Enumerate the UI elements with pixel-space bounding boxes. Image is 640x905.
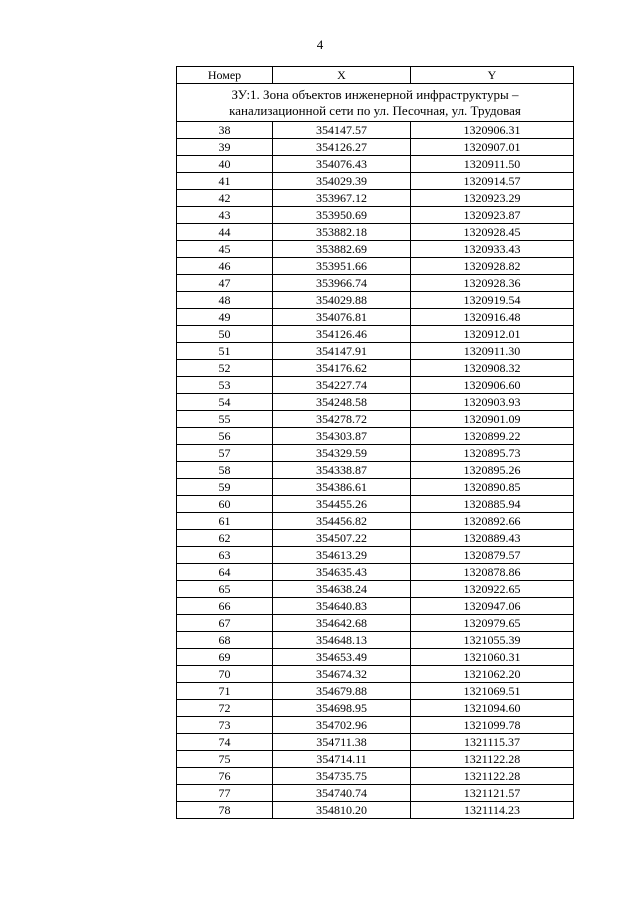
cell-number: 71 xyxy=(177,683,273,700)
table-row xyxy=(177,700,574,717)
cell-y: 1320979.65 xyxy=(411,615,574,632)
table-row xyxy=(177,751,574,768)
table-row xyxy=(177,649,574,666)
cell-x: 354635.43 xyxy=(273,564,411,581)
page-number: 4 xyxy=(316,37,324,52)
table-row xyxy=(177,445,574,462)
cell-number: 76 xyxy=(177,768,273,785)
table-row xyxy=(177,224,574,241)
cell-number: 70 xyxy=(177,666,273,683)
table-row xyxy=(177,173,574,190)
cell-x: 354227.74 xyxy=(273,377,411,394)
cell-x: 354076.43 xyxy=(273,156,411,173)
cell-number: 38 xyxy=(177,122,273,139)
cell-y: 1321114.23 xyxy=(411,802,574,819)
table-row xyxy=(177,683,574,700)
caption-line-2: канализационной сети по ул. Песочная, ул. Трудовая xyxy=(229,102,521,118)
table-row xyxy=(177,547,574,564)
cell-y: 1320892.66 xyxy=(411,513,574,530)
cell-y: 1320928.82 xyxy=(411,258,574,275)
cell-x: 354029.39 xyxy=(273,173,411,190)
cell-number: 42 xyxy=(177,190,273,207)
cell-number: 65 xyxy=(177,581,273,598)
cell-x: 354642.68 xyxy=(273,615,411,632)
cell-y: 1321122.28 xyxy=(411,751,574,768)
header-x: X xyxy=(273,67,411,84)
table-row xyxy=(177,309,574,326)
cell-x: 354698.95 xyxy=(273,700,411,717)
table-row xyxy=(177,411,574,428)
cell-x: 353966.74 xyxy=(273,275,411,292)
table-row xyxy=(177,139,574,156)
cell-y: 1320901.09 xyxy=(411,411,574,428)
cell-number: 60 xyxy=(177,496,273,513)
cell-y: 1320916.48 xyxy=(411,309,574,326)
header-y: Y xyxy=(411,67,574,84)
cell-number: 61 xyxy=(177,513,273,530)
cell-y: 1320911.50 xyxy=(411,156,574,173)
table-row xyxy=(177,394,574,411)
table-row xyxy=(177,326,574,343)
cell-y: 1320912.01 xyxy=(411,326,574,343)
cell-y: 1320919.54 xyxy=(411,292,574,309)
cell-y: 1320923.87 xyxy=(411,207,574,224)
cell-x: 354029.88 xyxy=(273,292,411,309)
cell-number: 59 xyxy=(177,479,273,496)
cell-y: 1320889.43 xyxy=(411,530,574,547)
cell-number: 62 xyxy=(177,530,273,547)
cell-number: 39 xyxy=(177,139,273,156)
cell-x: 353882.69 xyxy=(273,241,411,258)
table-row xyxy=(177,479,574,496)
cell-number: 77 xyxy=(177,785,273,802)
cell-y: 1320914.57 xyxy=(411,173,574,190)
cell-y: 1320911.30 xyxy=(411,343,574,360)
cell-y: 1320928.45 xyxy=(411,224,574,241)
table-row xyxy=(177,734,574,751)
table-row xyxy=(177,581,574,598)
cell-x: 353967.12 xyxy=(273,190,411,207)
cell-x: 354613.29 xyxy=(273,547,411,564)
cell-x: 354653.49 xyxy=(273,649,411,666)
cell-x: 353882.18 xyxy=(273,224,411,241)
cell-number: 40 xyxy=(177,156,273,173)
cell-number: 50 xyxy=(177,326,273,343)
cell-y: 1320906.31 xyxy=(411,122,574,139)
cell-y: 1320899.22 xyxy=(411,428,574,445)
table-row xyxy=(177,343,574,360)
cell-number: 74 xyxy=(177,734,273,751)
cell-y: 1321099.78 xyxy=(411,717,574,734)
cell-number: 53 xyxy=(177,377,273,394)
header-number: Номер xyxy=(177,67,273,84)
table-row xyxy=(177,666,574,683)
cell-number: 68 xyxy=(177,632,273,649)
cell-number: 66 xyxy=(177,598,273,615)
cell-y: 1320928.36 xyxy=(411,275,574,292)
cell-y: 1320895.26 xyxy=(411,462,574,479)
cell-x: 354714.11 xyxy=(273,751,411,768)
cell-x: 354638.24 xyxy=(273,581,411,598)
cell-number: 58 xyxy=(177,462,273,479)
cell-number: 63 xyxy=(177,547,273,564)
cell-y: 1320947.06 xyxy=(411,598,574,615)
cell-number: 54 xyxy=(177,394,273,411)
cell-number: 47 xyxy=(177,275,273,292)
cell-x: 354176.62 xyxy=(273,360,411,377)
cell-y: 1321069.51 xyxy=(411,683,574,700)
cell-y: 1320878.86 xyxy=(411,564,574,581)
cell-x: 354702.96 xyxy=(273,717,411,734)
cell-x: 354507.22 xyxy=(273,530,411,547)
table-row xyxy=(177,428,574,445)
table-row xyxy=(177,275,574,292)
cell-x: 354456.82 xyxy=(273,513,411,530)
cell-number: 56 xyxy=(177,428,273,445)
cell-x: 354640.83 xyxy=(273,598,411,615)
cell-y: 1321062.20 xyxy=(411,666,574,683)
cell-y: 1321060.31 xyxy=(411,649,574,666)
cell-x: 354303.87 xyxy=(273,428,411,445)
table-row xyxy=(177,258,574,275)
cell-x: 354679.88 xyxy=(273,683,411,700)
table-row xyxy=(177,802,574,819)
cell-number: 72 xyxy=(177,700,273,717)
cell-y: 1321121.57 xyxy=(411,785,574,802)
cell-y: 1321094.60 xyxy=(411,700,574,717)
cell-number: 45 xyxy=(177,241,273,258)
cell-x: 354648.13 xyxy=(273,632,411,649)
cell-number: 73 xyxy=(177,717,273,734)
cell-x: 354147.57 xyxy=(273,122,411,139)
table-row xyxy=(177,377,574,394)
table-row xyxy=(177,292,574,309)
cell-x: 354126.46 xyxy=(273,326,411,343)
cell-number: 78 xyxy=(177,802,273,819)
table-row xyxy=(177,564,574,581)
cell-y: 1321122.28 xyxy=(411,768,574,785)
cell-number: 44 xyxy=(177,224,273,241)
cell-x: 354126.27 xyxy=(273,139,411,156)
cell-x: 354147.91 xyxy=(273,343,411,360)
table-row xyxy=(177,768,574,785)
cell-x: 354338.87 xyxy=(273,462,411,479)
cell-number: 64 xyxy=(177,564,273,581)
cell-number: 69 xyxy=(177,649,273,666)
cell-x: 354278.72 xyxy=(273,411,411,428)
cell-y: 1321055.39 xyxy=(411,632,574,649)
cell-x: 354248.58 xyxy=(273,394,411,411)
cell-number: 75 xyxy=(177,751,273,768)
cell-y: 1321115.37 xyxy=(411,734,574,751)
table-row xyxy=(177,717,574,734)
cell-number: 67 xyxy=(177,615,273,632)
table-row xyxy=(177,632,574,649)
cell-y: 1320895.73 xyxy=(411,445,574,462)
cell-x: 354674.32 xyxy=(273,666,411,683)
cell-x: 354810.20 xyxy=(273,802,411,819)
cell-number: 43 xyxy=(177,207,273,224)
table-row xyxy=(177,207,574,224)
header-row xyxy=(177,67,574,84)
caption-line-1: ЗУ:1. Зона объектов инженерной инфраструктуры – xyxy=(231,86,519,102)
cell-number: 48 xyxy=(177,292,273,309)
cell-y: 1320922.65 xyxy=(411,581,574,598)
cell-x: 353951.66 xyxy=(273,258,411,275)
cell-y: 1320908.32 xyxy=(411,360,574,377)
cell-x: 354329.59 xyxy=(273,445,411,462)
cell-x: 354455.26 xyxy=(273,496,411,513)
cell-number: 57 xyxy=(177,445,273,462)
cell-x: 354740.74 xyxy=(273,785,411,802)
cell-y: 1320923.29 xyxy=(411,190,574,207)
table-row xyxy=(177,496,574,513)
cell-y: 1320907.01 xyxy=(411,139,574,156)
table-body xyxy=(177,84,574,819)
cell-number: 41 xyxy=(177,173,273,190)
cell-number: 46 xyxy=(177,258,273,275)
table-caption xyxy=(177,84,574,122)
cell-y: 1320879.57 xyxy=(411,547,574,564)
table-row xyxy=(177,598,574,615)
cell-x: 354076.81 xyxy=(273,309,411,326)
table-row xyxy=(177,530,574,547)
table-row xyxy=(177,156,574,173)
cell-y: 1320885.94 xyxy=(411,496,574,513)
cell-number: 51 xyxy=(177,343,273,360)
table-row xyxy=(177,615,574,632)
table-row xyxy=(177,122,574,139)
cell-y: 1320906.60 xyxy=(411,377,574,394)
cell-x: 353950.69 xyxy=(273,207,411,224)
cell-x: 354386.61 xyxy=(273,479,411,496)
cell-y: 1320890.85 xyxy=(411,479,574,496)
cell-x: 354711.38 xyxy=(273,734,411,751)
table-row xyxy=(177,241,574,258)
cell-number: 52 xyxy=(177,360,273,377)
table-row xyxy=(177,360,574,377)
cell-y: 1320903.93 xyxy=(411,394,574,411)
cell-number: 55 xyxy=(177,411,273,428)
table-row xyxy=(177,190,574,207)
caption-row xyxy=(177,84,574,122)
table-row xyxy=(177,513,574,530)
cell-number: 49 xyxy=(177,309,273,326)
coordinates-table xyxy=(176,66,574,819)
cell-y: 1320933.43 xyxy=(411,241,574,258)
table-row xyxy=(177,785,574,802)
table-row xyxy=(177,462,574,479)
cell-x: 354735.75 xyxy=(273,768,411,785)
